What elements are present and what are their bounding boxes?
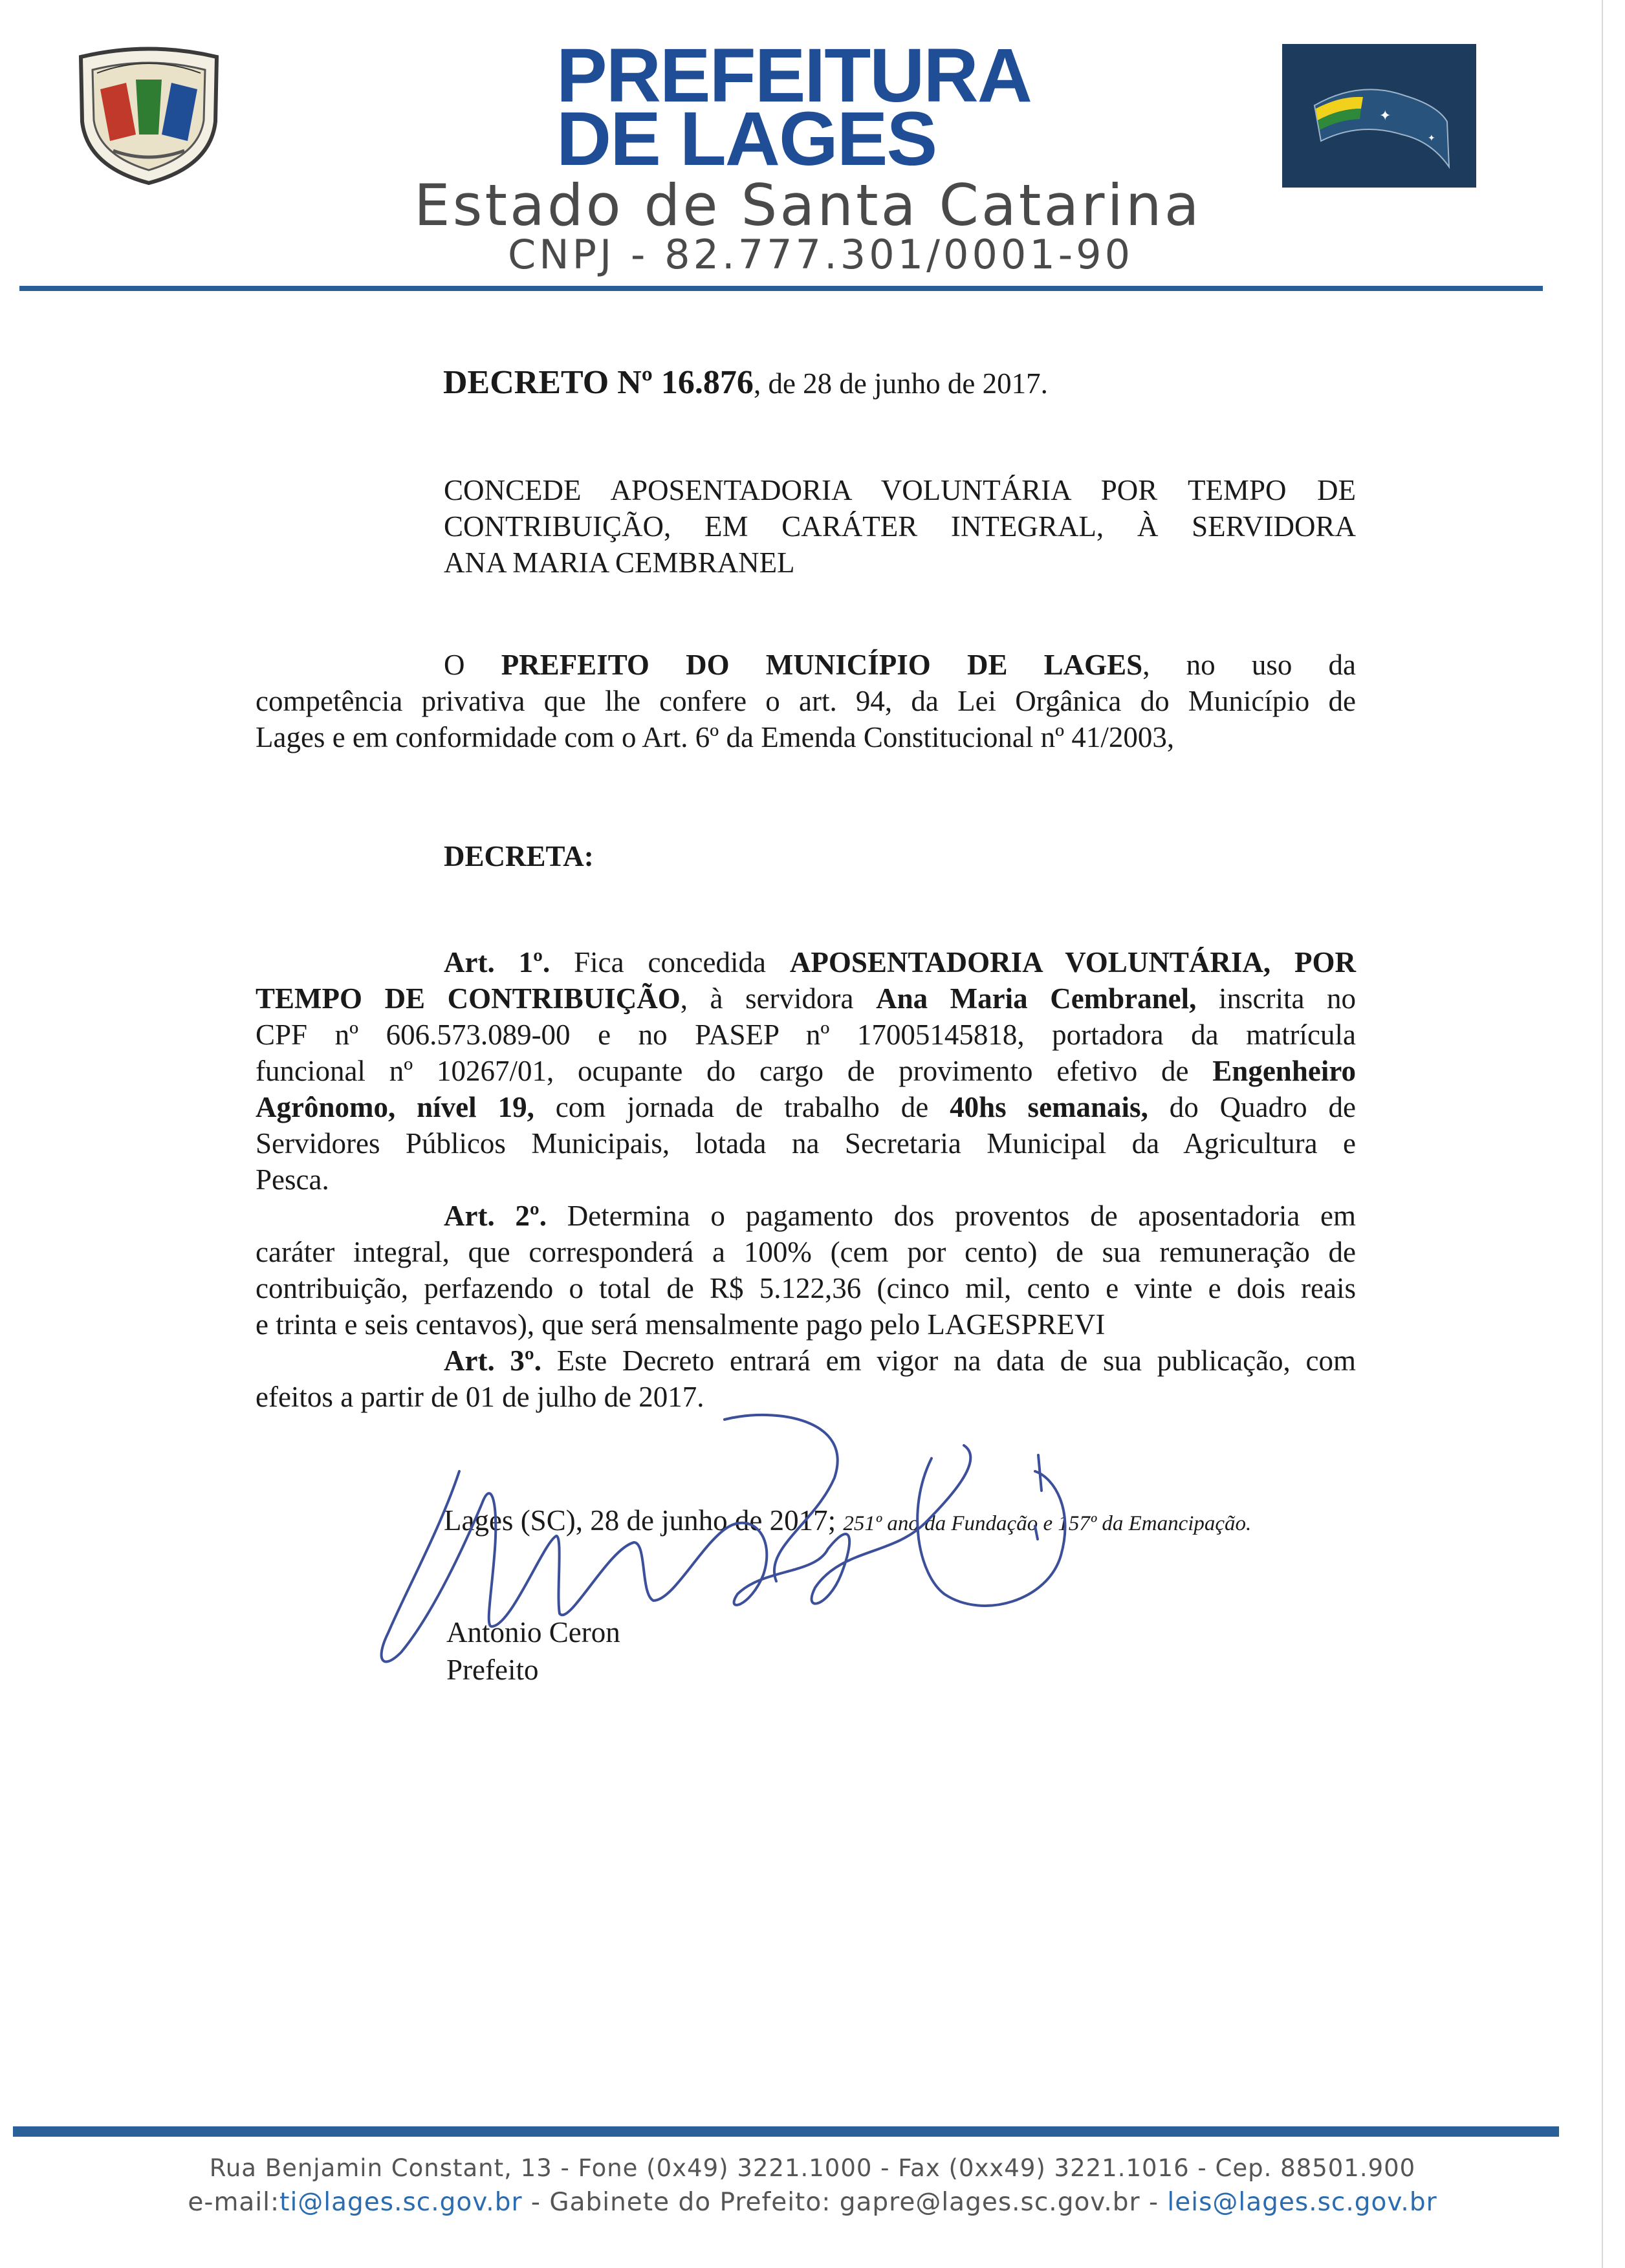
header-title-line2: DE LAGES [556,96,937,182]
coat-of-arms-icon [74,44,223,188]
art2-line: Art. 2º. Determina o pagamento dos proventos de aposentadoria em [444,1200,1357,1232]
signer-name: Antonio Ceron [446,1616,620,1648]
art1-line: CPF nº 606.573.089-00 e no PASEP nº 17005145818, portadora da matrícula [256,1019,1356,1051]
flag-icon [1282,44,1476,188]
page-edge [1602,0,1603,2268]
preamble-line: competência privativa que lhe confere o art. 94, da Lei Orgânica do Município de [256,685,1356,717]
header-state: Estado de Santa Catarina [414,172,1202,239]
header-divider [19,286,1543,291]
art1-line: funcional nº 10267/01, ocupante do cargo de provimento efetivo de Engenheiro [256,1055,1356,1087]
art1-line: TEMPO DE CONTRIBUIÇÃO, à servidora Ana Maria Cembranel, inscrita no [256,982,1356,1015]
header-cnpj: CNPJ - 82.777.301/0001-90 [508,231,1134,278]
footer-divider [13,2126,1559,2137]
closing-anniversary: 251º ano da Fundação e 157º da Emancipação. [843,1512,1252,1535]
art1-line: Servidores Públicos Municipais, lotada na Secretaria Municipal da Agricultura e [256,1127,1356,1160]
art2-line: caráter integral, que corresponderá a 100% (cem por cento) de sua remuneração de [256,1236,1356,1268]
art1-line: Agrônomo, nível 19, com jornada de trabalho de 40hs semanais, do Quadro de [256,1091,1356,1123]
art3-line: efeitos a partir de 01 de julho de 2017. [256,1381,704,1413]
decree-date: , de 28 de junho de 2017. [753,367,1048,400]
handwritten-signature [362,1381,1177,1717]
ementa-line: ANA MARIA CEMBRANEL [444,546,795,579]
email-gapre-link[interactable]: gapre@lages.sc.gov.br [839,2188,1140,2217]
art2-line: e trinta e seis centavos), que será mensalmente pago pelo LAGESPREVI [256,1308,1106,1341]
preamble [256,647,1356,755]
preamble-line: O PREFEITO DO MUNICÍPIO DE LAGES, no uso da [444,649,1356,681]
decreta-heading: DECRETA: [444,840,594,872]
footer-contacts: e-mail:ti@lages.sc.gov.br - Gabinete do Prefeito: gapre@lages.sc.gov.br - leis@lages.sc.gov.br [188,2188,1437,2217]
decree-number: DECRETO Nº 16.876 [443,364,754,401]
svg-text:✦: ✦ [1428,133,1435,144]
art1-line: Pesca. [256,1163,329,1196]
art3-line: Art. 3º. Este Decreto entrará em vigor na data de sua publicação, com [444,1345,1356,1377]
art2-line: contribuição, perfazendo o total de R$ 5.122,36 (cinco mil, cento e vinte e dois reais [256,1272,1356,1304]
closing-place-date: Lages (SC), 28 de junho de 2017; [444,1504,836,1537]
ementa-line: CONCEDE APOSENTADORIA VOLUNTÁRIA POR TEMPO DE [444,474,1356,506]
email-leis-link[interactable]: leis@lages.sc.gov.br [1167,2188,1437,2217]
art1-line: Art. 1º. Fica concedida APOSENTADORIA VOLUNTÁRIA, POR [444,946,1356,978]
articles [256,944,1356,1415]
ementa-line: CONTRIBUIÇÃO, EM CARÁTER INTEGRAL, À SERVIDORA [444,510,1356,543]
decree-title [443,363,1048,402]
signer-role: Prefeito [446,1654,539,1686]
ementa [444,472,1356,581]
email-ti-link[interactable]: ti@lages.sc.gov.br [279,2188,523,2217]
header-title-line1: PREFEITURA [556,33,1031,118]
preamble-line: Lages e em conformidade com o Art. 6º da Emenda Constitucional nº 41/2003, [256,721,1175,753]
svg-text:✦: ✦ [1379,108,1391,124]
footer-address: Rua Benjamin Constant, 13 - Fone (0x49) 3221.1000 - Fax (0xx49) 3221.1016 - Cep. 88501.900 [209,2154,1416,2182]
